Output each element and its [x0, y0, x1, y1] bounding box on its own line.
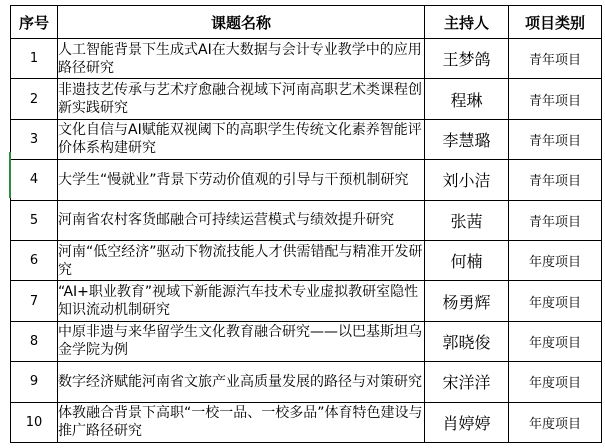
table-header-row	[11, 6, 602, 39]
cell-type[interactable]: 青年项目	[509, 79, 602, 119]
cell-index[interactable]: 8	[11, 321, 58, 361]
cell-host[interactable]: 何楠	[425, 240, 509, 280]
cell-host[interactable]: 宋洋洋	[425, 362, 509, 402]
table-row	[11, 39, 602, 79]
cell-title[interactable]: 人工智能背景下生成式AI在大数据与会计专业教学中的应用路径研究	[58, 39, 425, 79]
cell-title[interactable]: 中原非遗与来华留学生文化教育融合研究——以巴基斯坦乌金学院为例	[58, 321, 425, 361]
table-row	[11, 200, 602, 240]
cell-index[interactable]: 4	[11, 160, 58, 200]
table-row	[11, 362, 602, 402]
project-table	[10, 5, 602, 443]
cell-type[interactable]: 青年项目	[509, 200, 602, 240]
cell-host[interactable]: 杨勇辉	[425, 281, 509, 321]
table-row	[11, 321, 602, 361]
cell-index[interactable]: 10	[11, 402, 58, 442]
header-type[interactable]: 项目类别	[509, 6, 602, 39]
cell-index[interactable]: 1	[11, 39, 58, 79]
cell-host[interactable]: 李慧璐	[425, 119, 509, 159]
cell-title[interactable]: “AI+职业教育”视域下新能源汽车技术专业虚拟教研室隐性知识流动机制研究	[58, 281, 425, 321]
header-title[interactable]: 课题名称	[58, 6, 425, 39]
cell-title[interactable]: 大学生“慢就业”背景下劳动价值观的引导与干预机制研究	[58, 160, 425, 200]
cell-title[interactable]: 河南“低空经济”驱动下物流技能人才供需错配与精准开发研究	[58, 240, 425, 280]
table-row	[11, 79, 602, 119]
cell-index[interactable]: 2	[11, 79, 58, 119]
cell-index[interactable]: 7	[11, 281, 58, 321]
cell-host[interactable]: 肖婷婷	[425, 402, 509, 442]
cell-title[interactable]: 数字经济赋能河南省文旅产业高质量发展的路径与对策研究	[58, 362, 425, 402]
table-row	[11, 281, 602, 321]
cell-title[interactable]: 非遗技艺传承与艺术疗愈融合视域下河南高职艺术类课程创新实践研究	[58, 79, 425, 119]
cell-title[interactable]: 河南省农村客货邮融合可持续运营模式与绩效提升研究	[58, 200, 425, 240]
cell-host[interactable]: 刘小洁	[425, 160, 509, 200]
cell-type[interactable]: 年度项目	[509, 240, 602, 280]
cell-type[interactable]: 青年项目	[509, 160, 602, 200]
cell-host[interactable]: 王梦鸽	[425, 39, 509, 79]
cell-title[interactable]: 文化自信与AI赋能双视阈下的高职学生传统文化素养智能评价体系构建研究	[58, 119, 425, 159]
cell-type[interactable]: 年度项目	[509, 281, 602, 321]
cell-type[interactable]: 青年项目	[509, 39, 602, 79]
cell-host[interactable]: 程琳	[425, 79, 509, 119]
cell-host[interactable]: 郭晓俊	[425, 321, 509, 361]
row-selection-marker	[9, 152, 11, 198]
table-row	[11, 402, 602, 442]
cell-type[interactable]: 年度项目	[509, 362, 602, 402]
cell-index[interactable]: 6	[11, 240, 58, 280]
cell-index[interactable]: 5	[11, 200, 58, 240]
cell-type[interactable]: 年度项目	[509, 321, 602, 361]
table-row	[11, 160, 602, 200]
header-host[interactable]: 主持人	[425, 6, 509, 39]
cell-index[interactable]: 9	[11, 362, 58, 402]
table-row	[11, 240, 602, 280]
cell-type[interactable]: 年度项目	[509, 402, 602, 442]
table-row	[11, 119, 602, 159]
cell-index[interactable]: 3	[11, 119, 58, 159]
cell-title[interactable]: 体教融合背景下高职“一校一品、一校多品”体育特色建设与推广路径研究	[58, 402, 425, 442]
cell-type[interactable]: 青年项目	[509, 119, 602, 159]
header-index[interactable]: 序号	[11, 6, 58, 39]
cell-host[interactable]: 张茜	[425, 200, 509, 240]
